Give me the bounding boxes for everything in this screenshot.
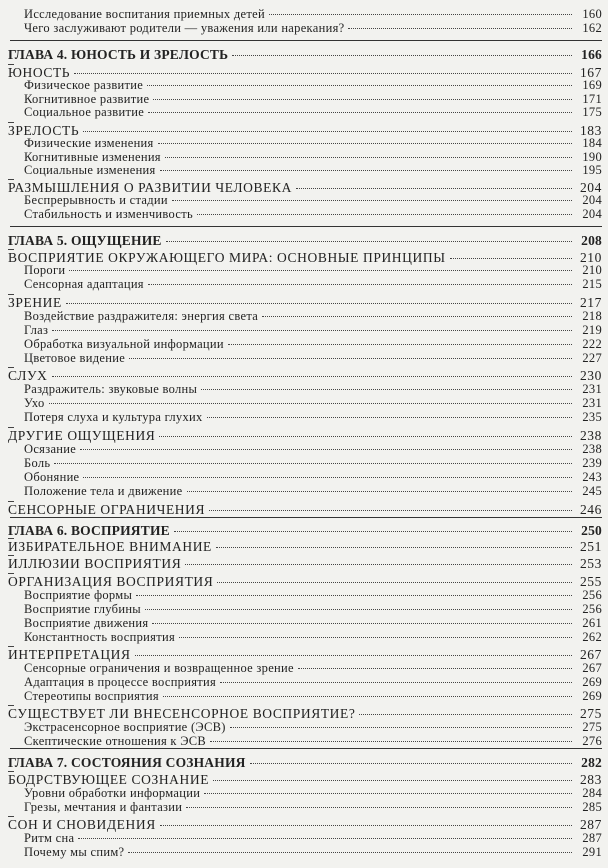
toc-entry-page-number: 261 [582, 616, 602, 630]
toc-entry-title: Потеря слуха и культура глухих [24, 410, 203, 424]
dot-leader [296, 188, 572, 189]
toc-entry-page-number: 204 [582, 193, 602, 207]
toc-entry-page-number: 167 [579, 65, 602, 80]
dot-leader [165, 157, 572, 158]
dot-leader [66, 303, 572, 304]
section-marker-line [8, 427, 14, 428]
toc-entry-page-number: 183 [579, 123, 602, 138]
toc-entry-sub [0, 164, 608, 177]
toc-entry-title: Восприятие глубины [24, 602, 142, 616]
toc-entry-page-number: 284 [582, 786, 602, 800]
toc-entry-section [0, 575, 608, 589]
toc-entry-page-number: 285 [582, 800, 602, 814]
toc-entry-title: ЮНОСТЬ [8, 65, 71, 80]
toc-entry-section [0, 296, 608, 310]
toc-entry-sub [0, 397, 608, 410]
dot-leader [148, 284, 572, 285]
dot-leader [204, 793, 572, 794]
toc-entry-page-number: 235 [582, 410, 602, 424]
toc-entry-page-number: 243 [582, 470, 602, 484]
toc-entry-page-number: 276 [582, 734, 602, 748]
toc-entry-page-number: 219 [582, 323, 602, 337]
toc-entry-title: БОДРСТВУЮЩЕЕ СОЗНАНИЕ [8, 772, 210, 787]
toc-entry-title: ДРУГИЕ ОЩУЩЕНИЯ [8, 428, 156, 443]
toc-entry-sub [0, 137, 608, 150]
toc-entry-page-number: 210 [579, 250, 602, 265]
dot-leader [213, 780, 572, 781]
dot-leader [186, 807, 572, 808]
toc-entry-title: Осязание [24, 442, 77, 456]
toc-entry-page-number: 287 [579, 817, 602, 832]
toc-entry-sub [0, 8, 608, 21]
section-marker-line [8, 179, 14, 180]
toc-entry-page-number: 269 [582, 689, 602, 703]
dot-leader [174, 531, 572, 532]
dot-leader [83, 131, 572, 132]
toc-entry-sub [0, 194, 608, 207]
toc-entry-page-number: 239 [582, 456, 602, 470]
dot-leader [83, 477, 572, 478]
toc-entry-sub [0, 338, 608, 351]
toc-entry-title: Положение тела и движение [24, 484, 183, 498]
dot-leader [207, 417, 572, 418]
toc-entry-title: ИЛЛЮЗИИ ВОСПРИЯТИЯ [8, 556, 182, 571]
toc-entry-title: ОРГАНИЗАЦИЯ ВОСПРИЯТИЯ [8, 574, 214, 589]
toc-entry-title: Сенсорные ограничения и возвращенное зрение [24, 661, 294, 675]
toc-entry-title: Физические изменения [24, 136, 154, 150]
dot-leader [148, 112, 572, 113]
toc-entry-sub [0, 106, 608, 119]
toc-entry-title: Сенсорная адаптация [24, 277, 144, 291]
section-marker-line [8, 122, 14, 123]
dot-leader [228, 344, 572, 345]
toc-entry-page-number: 208 [581, 233, 602, 248]
dot-leader [210, 741, 572, 742]
toc-entry-title: Глаз [24, 323, 49, 337]
toc-entry-sub [0, 631, 608, 644]
toc-entry-title: Экстрасенсорное восприятие (ЭСВ) [24, 720, 226, 734]
dot-leader [135, 655, 572, 656]
toc-entry-page-number: 256 [582, 588, 602, 602]
toc-entry-title: Восприятие формы [24, 588, 133, 602]
dot-leader [232, 55, 572, 56]
toc-entry-sub [0, 208, 608, 221]
toc-entry-section [0, 429, 608, 443]
toc-entry-sub [0, 93, 608, 106]
dot-leader [187, 491, 573, 492]
section-marker-line [8, 367, 14, 368]
toc-entry-title: Воздействие раздражителя: энергия света [24, 309, 259, 323]
toc-entry-sub [0, 79, 608, 92]
toc-entry-sub [0, 278, 608, 291]
toc-entry-page-number: 238 [582, 442, 602, 456]
dot-leader [52, 376, 572, 377]
dot-leader [147, 85, 572, 86]
dot-leader [158, 143, 572, 144]
dot-leader [128, 852, 572, 853]
dot-leader [129, 358, 572, 359]
toc-entry-section [0, 251, 608, 265]
toc-entry-title: Беспрерывность и стадии [24, 193, 168, 207]
toc-entry-title: Раздражитель: звуковые волны [24, 382, 198, 396]
section-marker-line [8, 771, 14, 772]
toc-entry-section [0, 707, 608, 721]
toc-entry-chapter [0, 524, 608, 538]
toc-entry-sub [0, 22, 608, 35]
toc-entry-page-number: 230 [579, 368, 602, 383]
toc-entry-page-number: 210 [582, 263, 602, 277]
toc-entry-title: СУЩЕСТВУЕТ ЛИ ВНЕСЕНСОРНОЕ ВОСПРИЯТИЕ? [8, 706, 356, 721]
toc-entry-page-number: 275 [579, 706, 602, 721]
dot-leader [348, 28, 572, 29]
dot-leader [74, 73, 572, 74]
toc-entry-sub [0, 310, 608, 323]
toc-entry-title: Ритм сна [24, 831, 75, 845]
toc-entry-sub [0, 846, 608, 859]
toc-entry-chapter [0, 234, 608, 248]
toc-entry-sub [0, 735, 608, 748]
toc-entry-page-number: 231 [582, 396, 602, 410]
dot-leader [216, 547, 572, 548]
section-marker-line [8, 249, 14, 250]
toc-entry-section [0, 648, 608, 662]
dot-leader [185, 564, 572, 565]
toc-entry-title: Социальные изменения [24, 163, 156, 177]
toc-entry-title: СОН И СНОВИДЕНИЯ [8, 817, 156, 832]
toc-entry-section [0, 503, 608, 517]
toc-entry-title: Физическое развитие [24, 78, 144, 92]
dot-leader [160, 170, 572, 171]
section-marker-line [8, 64, 14, 65]
toc-entry-chapter [0, 48, 608, 62]
dot-leader [80, 449, 572, 450]
toc-entry-title: Уровни обработки информации [24, 786, 201, 800]
toc-entry-page-number: 253 [579, 556, 602, 571]
dot-leader [197, 214, 572, 215]
section-marker-line [8, 538, 14, 539]
dot-leader [450, 258, 572, 259]
dot-leader [160, 825, 572, 826]
toc-entry-title: Константность восприятия [24, 630, 176, 644]
toc-entry-title: РАЗМЫШЛЕНИЯ О РАЗВИТИИ ЧЕЛОВЕКА [8, 180, 292, 195]
toc-entry-page-number: 190 [582, 150, 602, 164]
toc-entry-page-number: 169 [582, 78, 602, 92]
toc-entry-sub [0, 457, 608, 470]
toc-entry-page-number: 160 [582, 7, 602, 21]
section-marker-line [8, 294, 14, 295]
section-marker-line [8, 501, 14, 502]
dot-leader [166, 241, 572, 242]
toc-entry-page-number: 287 [582, 831, 602, 845]
dot-leader [163, 696, 572, 697]
dot-leader [298, 668, 572, 669]
dot-leader [152, 623, 572, 624]
dot-leader [69, 270, 572, 271]
toc-entry-page-number: 283 [579, 772, 602, 787]
dot-leader [153, 99, 572, 100]
toc-entry-sub [0, 383, 608, 396]
toc-entry-page-number: 227 [582, 351, 602, 365]
toc-entry-title: Обработка визуальной информации [24, 337, 224, 351]
dot-leader [262, 316, 572, 317]
toc-entry-title: ГЛАВА 5. ОЩУЩЕНИЕ [8, 233, 162, 248]
toc-entry-sub [0, 801, 608, 814]
dot-leader [220, 682, 572, 683]
toc-entry-sub [0, 589, 608, 602]
toc-entry-page-number: 256 [582, 602, 602, 616]
toc-entry-sub [0, 443, 608, 456]
toc-entry-page-number: 275 [582, 720, 602, 734]
toc-entry-title: ГЛАВА 4. ЮНОСТЬ И ЗРЕЛОСТЬ [8, 47, 229, 62]
toc-entry-sub [0, 676, 608, 689]
dot-leader [49, 403, 572, 404]
toc-entry-page-number: 250 [581, 523, 602, 538]
toc-entry-page-number: 218 [582, 309, 602, 323]
toc-entry-page-number: 245 [582, 484, 602, 498]
toc-entry-page-number: 215 [582, 277, 602, 291]
toc-entry-title: СЕНСОРНЫЕ ОГРАНИЧЕНИЯ [8, 502, 206, 517]
toc-entry-page-number: 251 [579, 539, 602, 554]
toc-entry-title: Когнитивные изменения [24, 150, 161, 164]
toc-entry-page-number: 231 [582, 382, 602, 396]
section-marker-line [8, 573, 14, 574]
toc-entry-title: Ухо [24, 396, 45, 410]
toc-entry-page-number: 222 [582, 337, 602, 351]
toc-entry-title: ЗРЕЛОСТЬ [8, 123, 80, 138]
section-marker-line [8, 646, 14, 647]
toc-entry-sub [0, 662, 608, 675]
toc-entry-sub [0, 603, 608, 616]
dot-leader [230, 727, 572, 728]
toc-entry-title: ИЗБИРАТЕЛЬНОЕ ВНИМАНИЕ [8, 539, 212, 554]
dot-leader [250, 763, 572, 764]
section-marker-line [8, 816, 14, 817]
toc-entry-title: ЗРЕНИЕ [8, 295, 62, 310]
toc-entry-chapter [0, 756, 608, 770]
toc-entry-title: Боль [24, 456, 51, 470]
toc-entry-title: Скептические отношения к ЭСВ [24, 734, 207, 748]
toc-entry-page-number: 269 [582, 675, 602, 689]
dot-leader [172, 200, 572, 201]
section-marker-line [8, 705, 14, 706]
toc-entry-title: ИНТЕРПРЕТАЦИЯ [8, 647, 131, 662]
toc-entry-sub [0, 151, 608, 164]
toc-entry-title: ГЛАВА 6. ВОСПРИЯТИЕ [8, 523, 170, 538]
dot-leader [201, 389, 572, 390]
toc-entry-page-number: 238 [579, 428, 602, 443]
toc-entry-title: Грезы, мечтания и фантазии [24, 800, 183, 814]
toc-entry-sub [0, 617, 608, 630]
dot-leader [359, 714, 572, 715]
toc-entry-title: Социальное развитие [24, 105, 145, 119]
toc-entry-sub [0, 690, 608, 703]
toc-entry-section [0, 540, 608, 554]
toc-entry-page-number: 204 [579, 180, 602, 195]
toc-entry-page-number: 162 [582, 21, 602, 35]
dot-leader [78, 838, 572, 839]
toc-entry-sub [0, 411, 608, 424]
toc-entry-page-number: 282 [581, 755, 602, 770]
toc-entry-page-number: 267 [579, 647, 602, 662]
toc-entry-page-number: 246 [579, 502, 602, 517]
toc-entry-title: СЛУХ [8, 368, 48, 383]
toc-entry-sub [0, 471, 608, 484]
toc-entry-page-number: 184 [582, 136, 602, 150]
toc-entry-title: Исследование воспитания приемных детей [24, 7, 265, 21]
toc-entry-title: Чего заслуживают родители — уважения или нарекания? [24, 21, 345, 35]
toc-entry-page-number: 291 [582, 845, 602, 859]
toc-entry-page-number: 175 [582, 105, 602, 119]
toc-entry-sub [0, 324, 608, 337]
toc-entry-title: Когнитивное развитие [24, 92, 150, 106]
dot-leader [52, 330, 572, 331]
toc-entry-page-number: 267 [582, 661, 602, 675]
toc-entry-sub [0, 721, 608, 734]
toc-entry-sub [0, 787, 608, 800]
dot-leader [136, 595, 572, 596]
toc-entry-page-number: 217 [579, 295, 602, 310]
toc-entry-page-number: 204 [582, 207, 602, 221]
toc-entry-sub [0, 485, 608, 498]
dot-leader [269, 14, 572, 15]
toc-entry-page-number: 255 [579, 574, 602, 589]
section-marker-line [8, 555, 14, 556]
dot-leader [145, 609, 572, 610]
dot-leader [209, 510, 572, 511]
dot-leader [159, 436, 572, 437]
toc-entry-title: Стабильность и изменчивость [24, 207, 193, 221]
dot-leader [179, 637, 572, 638]
chapter-divider-rule [10, 517, 602, 518]
toc-entry-section [0, 818, 608, 832]
dot-leader [217, 582, 572, 583]
toc-entry-title: Почему мы спим? [24, 845, 125, 859]
chapter-divider-rule [10, 40, 602, 41]
toc-entry-sub [0, 264, 608, 277]
toc-entry-section [0, 369, 608, 383]
toc-entry-sub [0, 352, 608, 365]
toc-entry-page-number: 262 [582, 630, 602, 644]
chapter-divider-rule [10, 226, 602, 227]
dot-leader [54, 463, 572, 464]
toc-entry-title: Восприятие движения [24, 616, 149, 630]
toc-entry-title: Цветовое видение [24, 351, 126, 365]
toc-entry-section [0, 557, 608, 571]
toc-entry-title: ВОСПРИЯТИЕ ОКРУЖАЮЩЕГО МИРА: ОСНОВНЫЕ ПРИНЦИПЫ [8, 250, 446, 265]
toc-entry-title: ГЛАВА 7. СОСТОЯНИЯ СОЗНАНИЯ [8, 755, 246, 770]
toc-entry-section [0, 773, 608, 787]
toc-entry-title: Адаптация в процессе восприятия [24, 675, 217, 689]
chapter-divider-rule [10, 748, 602, 749]
toc-entry-page-number: 166 [581, 47, 602, 62]
toc-entry-page-number: 171 [582, 92, 602, 106]
toc-entry-title: Пороги [24, 263, 66, 277]
toc-entry-title: Обоняние [24, 470, 80, 484]
toc-entry-page-number: 195 [582, 163, 602, 177]
toc-entry-sub [0, 832, 608, 845]
toc-entry-title: Стереотипы восприятия [24, 689, 159, 703]
